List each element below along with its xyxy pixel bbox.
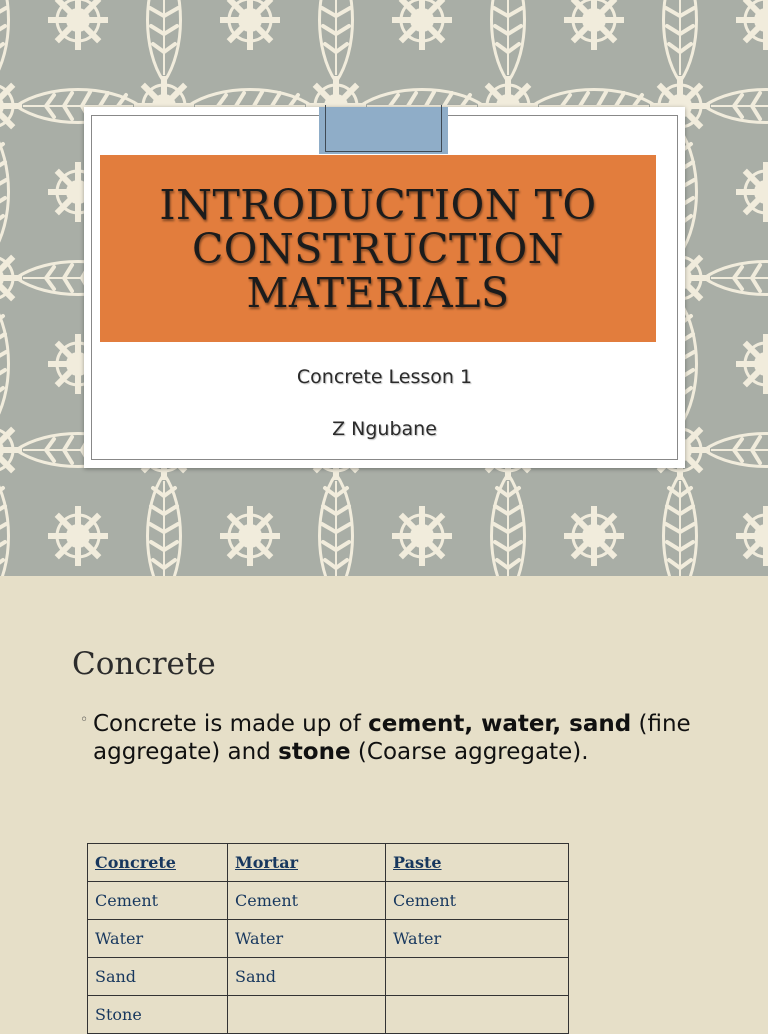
table-cell [386, 996, 569, 1034]
table-row [88, 882, 569, 920]
column-header-paste: Paste [386, 844, 569, 882]
slide-title: INTRODUCTION TO CONSTRUCTION MATERIALS [159, 180, 597, 317]
decorative-tab-frame [325, 105, 442, 152]
content-slide [0, 576, 768, 1024]
table-cell: Cement [88, 882, 228, 920]
bullet-text-part: Concrete is made up of [93, 711, 369, 737]
bullet-text-part: (Coarse aggregate). [350, 739, 589, 765]
table-cell: Water [88, 920, 228, 958]
bullet-bold-stone: stone [278, 739, 351, 765]
table-row [88, 920, 569, 958]
table-cell: Stone [88, 996, 228, 1034]
table-row [88, 996, 569, 1034]
decorative-tab [319, 107, 448, 154]
materials-table [87, 843, 569, 1034]
title-band [100, 155, 656, 342]
bullet-circle-icon: ◦ [80, 712, 89, 728]
table-header-row [88, 844, 569, 882]
table-cell: Water [228, 920, 386, 958]
table-cell: Sand [228, 958, 386, 996]
table-cell [228, 996, 386, 1034]
slide-author: Z Ngubane [332, 418, 437, 440]
table-cell: Cement [386, 882, 569, 920]
slide-subtitle: Concrete Lesson 1 [296, 366, 473, 388]
table-cell [386, 958, 569, 996]
bullet-text [93, 710, 713, 766]
bullet-text-part: (fine aggregate) and [93, 711, 691, 765]
table-cell: Water [386, 920, 569, 958]
title-card [84, 107, 685, 468]
slide-heading: Concrete [72, 646, 216, 682]
table-cell: Cement [228, 882, 386, 920]
column-header-concrete: Concrete [88, 844, 228, 882]
table-row [88, 958, 569, 996]
bullet-bold-ingredients: cement, water, sand [368, 711, 632, 737]
column-header-mortar: Mortar [228, 844, 386, 882]
table-cell: Sand [88, 958, 228, 996]
